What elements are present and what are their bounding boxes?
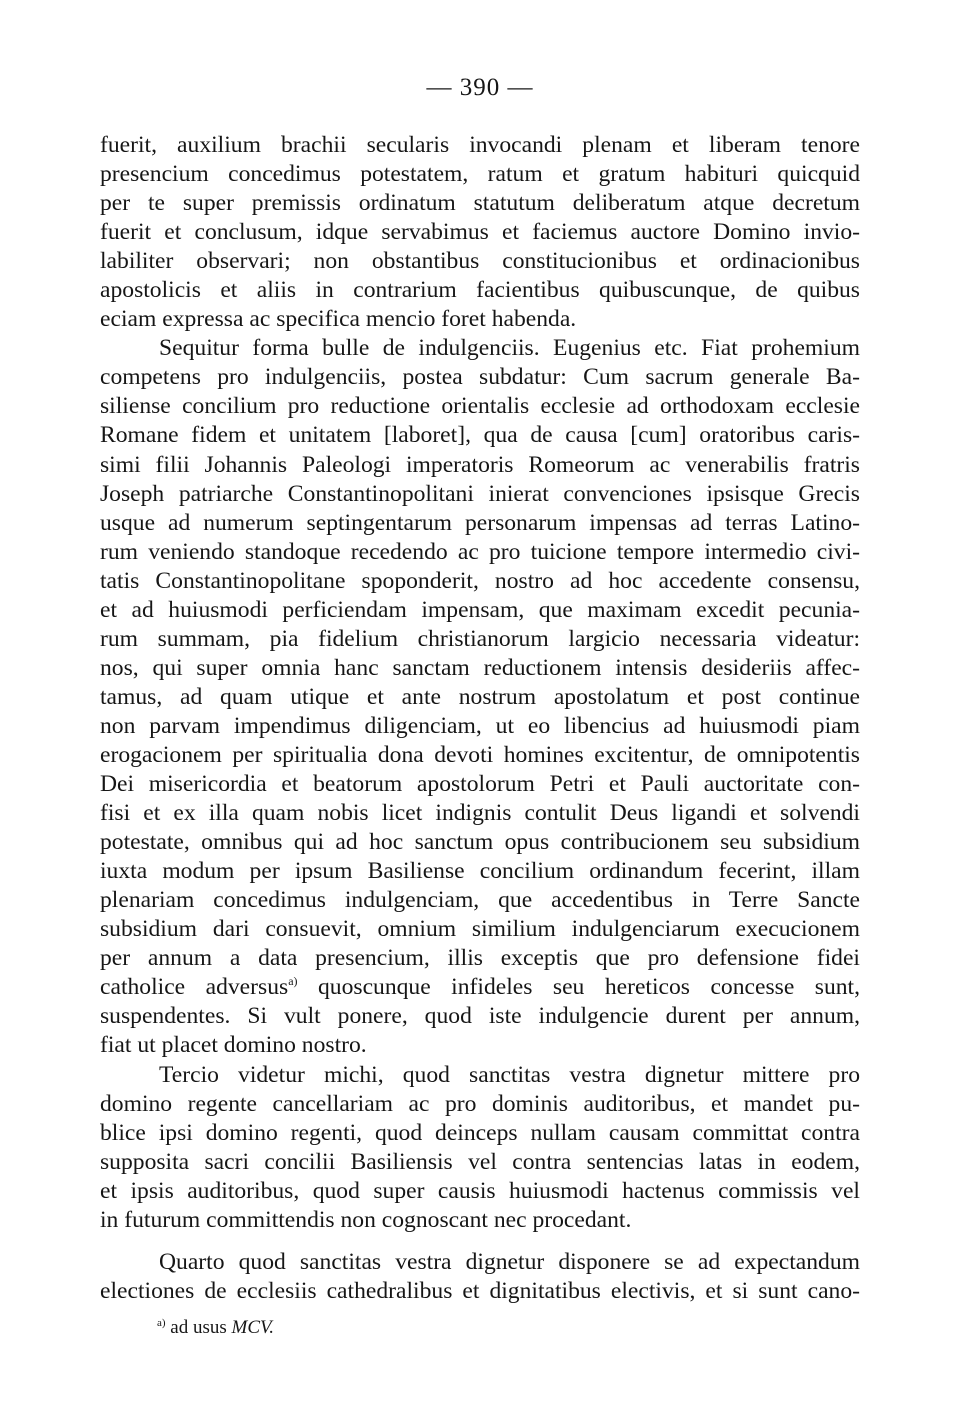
footnote: [157, 1314, 274, 1342]
text-line: eciam expressa ac specifica mencio foret habenda.: [100, 306, 577, 333]
text-line: subsidium dari consuevit, omnium similium indulgenciarum execucionem: [100, 916, 860, 943]
page-number: — 390 —: [426, 74, 534, 101]
text-line: in futurum committendis non cognoscant nec procedant.: [100, 1206, 632, 1233]
text-line: et ipsis auditoribus, quod super causis huiusmodi hactenus commissis vel: [100, 1177, 860, 1204]
text-line: potestate, omnibus qui ad hoc sanctum opus contribucionem seu subsidium: [100, 829, 860, 856]
text-line: rum veniendo standoque recedendo ac pro tuicione tempore intermedio civi-: [100, 538, 860, 565]
text-line: Sequitur forma bulle de indulgenciis. Eugenius etc. Fiat prohemium: [159, 335, 860, 362]
footnote-reference: a): [288, 974, 298, 989]
text-line: nos, qui super omnia hanc sanctam reductionem intensis desideriis affec-: [100, 654, 860, 681]
text-line: apostolicis et aliis in contrarium facientibus quibuscunque, de quibus: [100, 277, 860, 304]
text-line: Tercio videtur michi, quod sanctitas vestra dignetur mittere pro: [159, 1061, 860, 1088]
text-line: iuxta modum per ipsum Basiliense concilium ordinandum fecerint, illam: [100, 858, 860, 885]
text-line: fiat ut placet domino nostro.: [100, 1032, 367, 1059]
text-line: Romane fidem et unitatem [laboret], qua de causa [cum] oratoribus caris-: [100, 422, 860, 449]
text-line: rum summam, pia fidelium christianorum largicio necessaria videatur:: [100, 625, 860, 652]
footnote-siglum: MCV.: [231, 1317, 274, 1338]
text-line: domino regente cancellariam ac pro dominis auditoribus, et mandet pu-: [100, 1090, 860, 1117]
text-line: fisi et ex illa quam nobis licet indignis contulit Deus ligandi et solvendi: [100, 800, 860, 827]
text-line: per te super premissis ordinatum statutum deliberatum atque decretum: [100, 190, 860, 217]
text-line: fuerit et conclusum, idque servabimus et faciemus auctore Domino invio-: [100, 219, 860, 246]
text-line: siliense concilium pro reductione orientalis ecclesie ad orthodoxam ecclesie: [100, 393, 860, 420]
text-line: electiones de ecclesiis cathedralibus et dignitatibus electivis, et si sunt cano-: [100, 1277, 860, 1304]
body-text: [100, 131, 860, 1306]
text-line: fuerit, auxilium brachii secularis invocandi plenam et liberam tenore: [100, 132, 860, 158]
text-line: simi filii Johannis Paleologi imperatoris Romeorum ac venerabilis fratris: [100, 451, 860, 478]
text-line: presencium concedimus potestatem, ratum et gratum habituri quicquid: [100, 161, 860, 188]
text-line: Dei misericordia et beatorum apostolorum Petri et Pauli auctoritate con-: [100, 771, 860, 798]
text-line: et ad huiusmodi perficiendam impensam, que maximam excedit pecunia-: [100, 596, 860, 623]
footnote-mark: a): [157, 1317, 166, 1329]
text-line: erogacionem per spiritualia dona devoti homines excitentur, de omnipotentis: [100, 741, 860, 768]
footnote-text: ad usus: [170, 1317, 227, 1338]
paragraph-gap: [100, 1235, 860, 1248]
text-segment: quoscunque infideles seu hereticos concesse sunt,: [318, 974, 861, 1001]
text-line-with-note: [100, 973, 860, 1002]
text-line: competens pro indulgenciis, postea subdatur: Cum sacrum generale Ba-: [100, 364, 860, 391]
text-line: tamus, ad quam utique et ante nostrum apostolatum et post continue: [100, 683, 860, 710]
text-line: non parvam impendimus diligenciam, ut eo libencius ad huiusmodi piam: [100, 712, 860, 739]
text-line: suspendentes. Si vult ponere, quod iste indulgencie durent per annum,: [100, 1003, 860, 1030]
text-line: supposita sacri concilii Basiliensis vel contra sentencias latas in eodem,: [100, 1148, 860, 1175]
text-line: blice ipsi domino regenti, quod deinceps nullam causam committat contra: [100, 1119, 860, 1146]
text-line: per annum a data presencium, illis exceptis que pro defensione fidei: [100, 945, 860, 972]
text-line: Quarto quod sanctitas vestra dignetur disponere se ad expectandum: [159, 1248, 860, 1275]
text-line: labiliter observari; non obstantibus constitucionibus et ordinacionibus: [100, 248, 860, 275]
text-segment: catholice adversus: [100, 974, 289, 1001]
text-line: plenariam concedimus indulgenciam, que accedentibus in Terre Sancte: [100, 887, 860, 914]
text-line: tatis Constantinopolitane spoponderit, nostro ad hoc accedente consensu,: [100, 567, 860, 594]
text-line: usque ad numerum septingentarum personarum impensas ad terras Latino-: [100, 509, 860, 536]
text-line: Joseph patriarche Constantinopolitani inierat convenciones ipsisque Grecis: [100, 480, 860, 507]
